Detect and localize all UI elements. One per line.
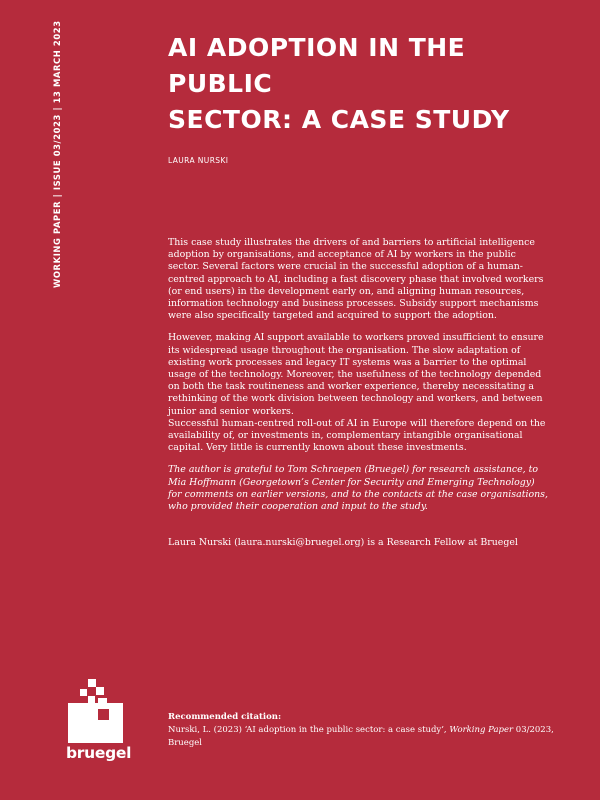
abstract-paragraph-3: Successful human-centred roll-out of AI in Europe will therefore depend on the availability of, or investments in, complementary intangible organisational capital. Very little is currently known about these investments. bbox=[168, 417, 546, 454]
abstract bbox=[168, 237, 548, 523]
bruegel-logo-text: bruegel bbox=[66, 744, 132, 762]
citation-series: Working Paper bbox=[449, 725, 514, 735]
citation-suffix: 03/2023, Bruegel bbox=[168, 725, 554, 748]
recommended-citation bbox=[168, 711, 588, 750]
author-bio: Laura Nurski (laura.nurski@bruegel.org) is a Research Fellow at Bruegel bbox=[168, 537, 518, 548]
citation-heading: Recommended citation: bbox=[168, 712, 282, 722]
title-line-1: AI ADOPTION IN THE PUBLIC bbox=[168, 33, 466, 98]
author-name: LAURA NURSKI bbox=[168, 156, 229, 165]
citation-prefix: Nurski, L. (2023) ‘AI adoption in the public sector: a case study’, bbox=[168, 725, 447, 735]
acknowledgements: The author is grateful to Tom Schraepen (Bruegel) for research assistance, to Mia Hoffmann (Georgetown’s Center for Security and Emerging Technology) for comments on earlier versions, and to the contacts at the case organisations, who provided their cooperation and input to the study. bbox=[168, 464, 548, 513]
document-title bbox=[168, 30, 578, 138]
title-line-2: SECTOR: A CASE STUDY bbox=[168, 105, 510, 134]
abstract-paragraph-1: This case study illustrates the drivers of and barriers to artificial intelligence adoption by organisations, and acceptance of AI by workers in the public sector. Several factors were crucial in the successful adoption of a human-centred approach to AI, including a fast discovery phase that involved workers (or end users) in the development early on, and aligning human resources, information technology and business processes. Subsidy support mechanisms were also specifically targeted and acquired to support the adoption. bbox=[168, 237, 544, 322]
working-paper-side-label: WORKING PAPER | ISSUE 03/2023 | 13 MARCH 2023 bbox=[52, 20, 62, 288]
abstract-paragraph-2: However, making AI support available to workers proved insufficient to ensure its widespread usage throughout the organisation. The slow adaptation of existing work processes and legacy IT systems was a barrier to the optimal usage of the technology. Moreover, the usefulness of the technology depended on both the task routineness and worker experience, thereby necessitating a rethinking of the work division between technology and workers, and between junior and senior workers. bbox=[168, 332, 544, 417]
